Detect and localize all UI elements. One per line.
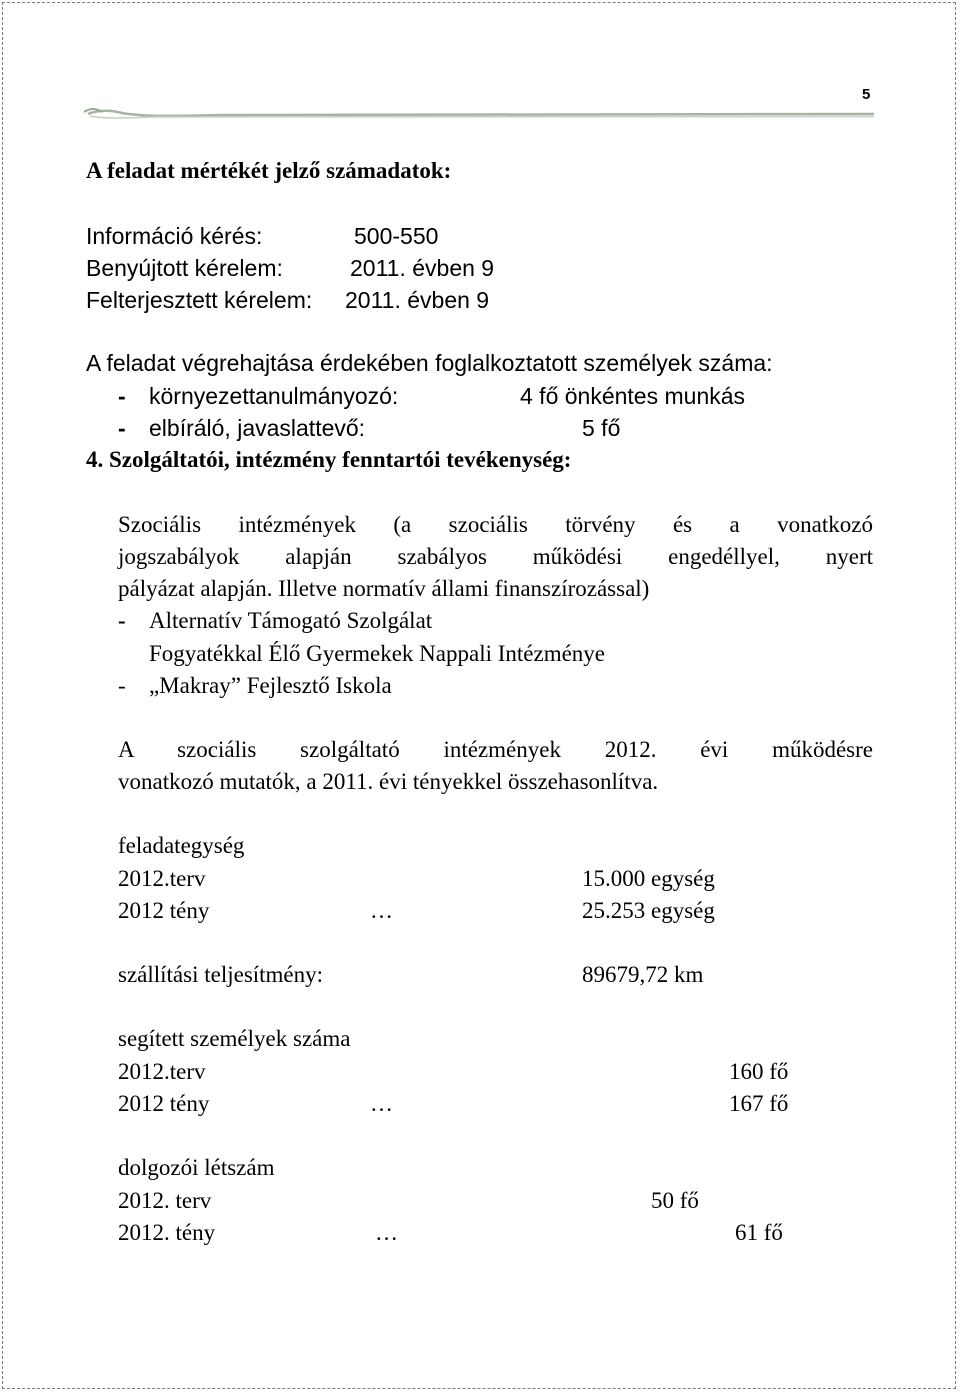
transport-value: 89679,72 km (582, 962, 704, 987)
header-ornament-rule (84, 104, 884, 120)
paragraph-line: jogszabályok alapján szabályos működési engedéllyel, nyert (118, 544, 873, 569)
metric-actual-value: 167 fő (729, 1091, 789, 1116)
metric-actual-label: 2012 tény (118, 1091, 210, 1116)
metric-plan-value: 15.000 egység (582, 866, 715, 891)
page-number: 5 (862, 86, 871, 103)
institution-name: Fogyatékkal Élő Gyermekek Nappali Intézménye (149, 641, 606, 666)
comparison-line: vonatkozó mutatók, a 2011. évi tényekkel összehasonlítva. (118, 769, 659, 794)
metric-plan-value: 50 fő (651, 1188, 699, 1213)
staff-role-value: 5 fő (582, 415, 621, 441)
metric-actual-value: 61 fő (735, 1220, 783, 1245)
forwarded-request-value: 2011. évben 9 (345, 287, 490, 313)
staff-heading: A feladat végrehajtása érdekében foglalkoztatott személyek száma: (86, 350, 773, 376)
info-request-label: Információ kérés: (86, 223, 263, 249)
staff-role-label: elbíráló, javaslattevő: (149, 415, 366, 441)
metric-actual-label: 2012 tény (118, 898, 210, 923)
submitted-request-value: 2011. évben 9 (350, 255, 495, 281)
metric-title: feladategység (118, 833, 245, 858)
staff-dash: - (118, 415, 126, 441)
section-4-heading: 4. Szolgáltatói, intézmény fenntartói tevékenység: (86, 447, 572, 472)
metric-actual-label: 2012. tény (118, 1220, 216, 1245)
metric-title: dolgozói létszám (118, 1155, 275, 1180)
info-request-value: 500-550 (354, 223, 439, 249)
metric-dots: … (370, 1091, 393, 1116)
bullet-dash: - (118, 608, 126, 633)
staff-role-value: 4 fő önkéntes munkás (520, 383, 746, 409)
staff-role-label: környezettanulmányozó: (149, 383, 399, 409)
metric-dots: … (370, 898, 393, 923)
metric-plan-value: 160 fő (729, 1059, 789, 1084)
comparison-line: A szociális szolgáltató intézmények 2012. évi működésre (118, 737, 873, 762)
metric-actual-value: 25.253 egység (582, 898, 715, 923)
metric-dots: … (375, 1220, 398, 1245)
section-a-heading: A feladat mértékét jelző számadatok: (86, 158, 452, 183)
metric-title: segített személyek száma (118, 1026, 351, 1051)
metric-plan-label: 2012.terv (118, 1059, 206, 1084)
transport-label: szállítási teljesítmény: (118, 962, 324, 987)
forwarded-request-label: Felterjesztett kérelem: (86, 287, 313, 313)
paragraph-line: Szociális intézmények (a szociális törvény és a vonatkozó (118, 512, 873, 537)
paragraph-line: pályázat alapján. Illetve normatív állami finanszírozással) (118, 576, 650, 601)
staff-dash: - (118, 383, 126, 409)
institution-name: Alternatív Támogató Szolgálat (149, 608, 433, 633)
bullet-dash: - (118, 673, 126, 698)
metric-plan-label: 2012. terv (118, 1188, 212, 1213)
institution-name: „Makray” Fejlesztő Iskola (149, 673, 392, 698)
metric-plan-label: 2012.terv (118, 866, 206, 891)
submitted-request-label: Benyújtott kérelem: (86, 255, 283, 281)
